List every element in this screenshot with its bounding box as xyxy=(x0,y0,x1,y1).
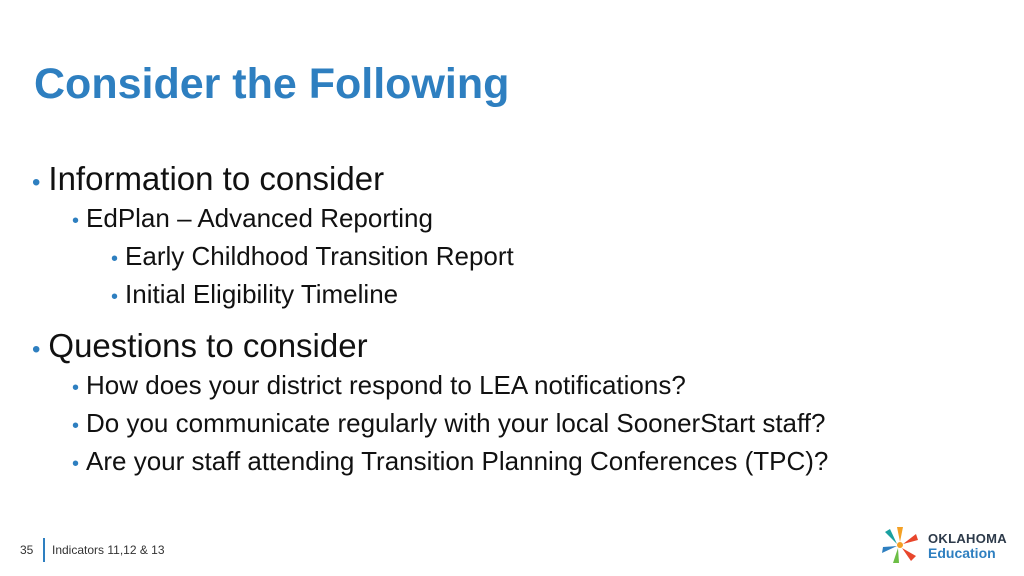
section-information xyxy=(32,160,384,198)
slide-number: 35 xyxy=(20,543,34,557)
list-item-label: Are your staff attending Transition Planning Conferences (TPC)? xyxy=(86,446,829,476)
list-subitem xyxy=(111,279,398,310)
logo-line2: Education xyxy=(928,545,996,561)
slide-title: Consider the Following xyxy=(34,60,510,108)
footer-divider xyxy=(43,538,45,562)
bullet-icon: • xyxy=(72,377,80,399)
bullet-icon: • xyxy=(111,248,119,270)
logo-line1: OKLAHOMA xyxy=(928,531,1007,546)
section-heading: Questions to consider xyxy=(48,327,368,364)
bullet-icon: • xyxy=(111,286,119,308)
list-item-label: EdPlan – Advanced Reporting xyxy=(86,203,433,233)
footer-text: Indicators 11,12 & 13 xyxy=(52,543,165,557)
bullet-icon: • xyxy=(72,453,80,475)
bullet-icon: • xyxy=(72,415,80,437)
section-questions xyxy=(32,327,368,365)
section-heading: Information to consider xyxy=(48,160,385,197)
star-logo-icon xyxy=(878,523,922,567)
oklahoma-education-logo xyxy=(878,523,1018,567)
list-item-label: How does your district respond to LEA notifications? xyxy=(86,370,686,400)
list-subitem xyxy=(111,241,514,272)
bullet-icon: • xyxy=(72,210,80,232)
list-item xyxy=(72,203,433,234)
list-subitem-label: Early Childhood Transition Report xyxy=(125,241,514,271)
list-subitem-label: Initial Eligibility Timeline xyxy=(125,279,399,309)
list-item xyxy=(72,408,825,439)
list-item xyxy=(72,446,828,477)
list-item-label: Do you communicate regularly with your local SoonerStart staff? xyxy=(86,408,826,438)
bullet-icon: • xyxy=(32,169,41,196)
list-item xyxy=(72,370,686,401)
bullet-icon: • xyxy=(32,336,41,363)
